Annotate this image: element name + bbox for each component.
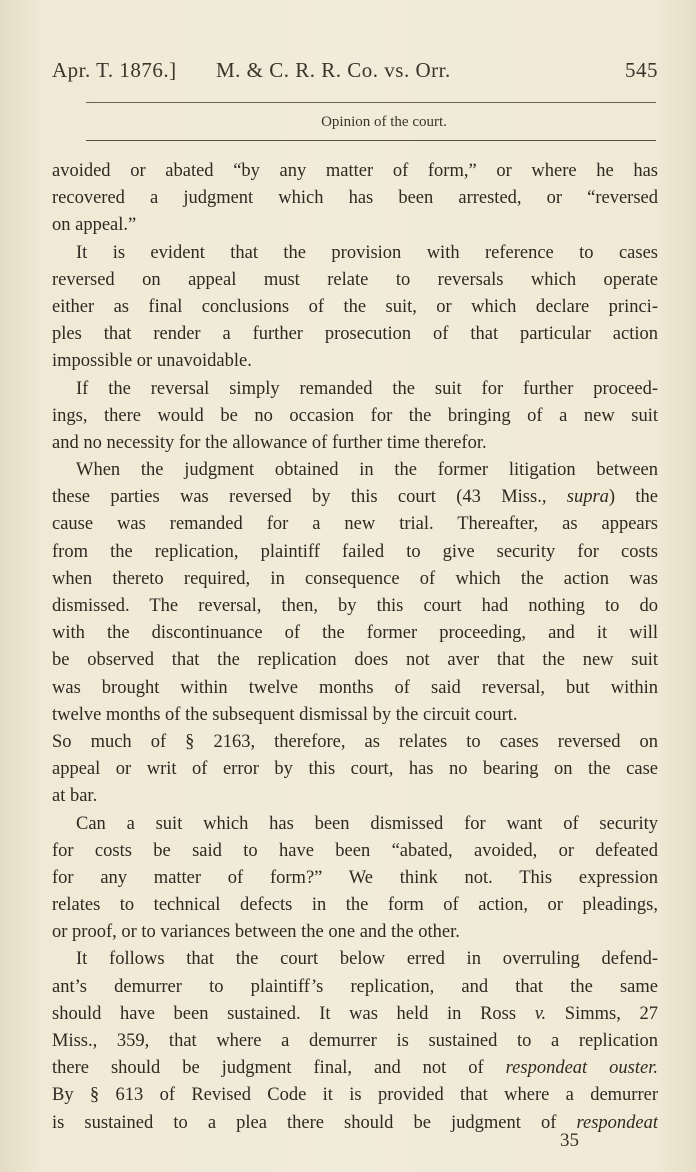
text-run: from the replication, plaintiff failed to give security for costs [52, 541, 658, 562]
text-line [52, 974, 658, 1001]
text-run: for costs be said to have been “abated, avoided, or defeated [52, 840, 658, 861]
text-run: When the judgment obtained in the former litigation between [76, 460, 658, 481]
italic-text: respondeat [576, 1112, 658, 1133]
text-run: It follows that the court below erred in overruling defend- [76, 949, 658, 970]
text-run: avoided or abated “by any matter of form,” or where he has [52, 161, 658, 181]
text-run: appeal or writ of error by this court, has no bearing on the case [52, 759, 658, 780]
text-line [52, 484, 658, 511]
text-line [52, 430, 658, 457]
text-line [52, 212, 658, 239]
page-number: 545 [625, 58, 658, 82]
text-run: ) the [608, 487, 658, 508]
text-run: Miss., 359, that where a demurrer is sustained to a replication [52, 1031, 658, 1051]
text-line [52, 240, 658, 267]
text-run: recovered a judgment which has been arrested, or “reversed [52, 188, 658, 209]
text-run: should have been sustained. It was held in Ross [52, 1003, 535, 1024]
opinion-body-text [52, 158, 658, 1137]
text-line [52, 593, 658, 620]
text-run: So much of § 2163, therefore, as relates to cases reversed on [52, 731, 658, 752]
text-run: or proof, or to variances between the one and the other. [52, 922, 460, 943]
running-head-case-title: M. & C. R. R. Co. vs. Orr. [216, 58, 451, 82]
text-run: when thereto required, in consequence of which the action was [52, 568, 658, 589]
text-line [52, 838, 658, 865]
text-run: be observed that the replication does not aver that the new suit [52, 650, 658, 671]
text-line [52, 267, 658, 294]
text-line [52, 539, 658, 566]
text-line [52, 865, 658, 892]
text-run: impossible or unavoidable. [52, 351, 252, 372]
text-run: By § 613 of Revised Code it is provided that where a demurrer [52, 1085, 658, 1106]
text-line [52, 1055, 658, 1082]
text-line [52, 566, 658, 593]
italic-text: supra [566, 487, 609, 508]
text-line [52, 783, 658, 810]
text-line [52, 1001, 658, 1028]
italic-text: respondeat ouster. [505, 1058, 658, 1079]
text-line [52, 647, 658, 674]
text-line [52, 185, 658, 212]
text-run: twelve months of the subsequent dismissal by the circuit court. [52, 704, 518, 725]
text-run: dismissed. The reversal, then, by this court had nothing to do [52, 596, 658, 616]
italic-text: v. [534, 1003, 547, 1024]
text-run: ings, there would be no occasion for the bringing of a new suit [52, 405, 658, 426]
text-line [52, 376, 658, 403]
text-run: at bar. [52, 786, 98, 807]
text-run: and no necessity for the allowance of further time therefor. [52, 432, 487, 453]
text-run: for any matter of form?” We think not. This expression [52, 867, 658, 888]
text-line [52, 1028, 658, 1055]
text-line [52, 919, 658, 946]
text-run: either as final conclusions of the suit, or which declare princi- [52, 296, 658, 317]
text-run: Simms, 27 [546, 1003, 658, 1024]
text-run: It is evident that the provision with reference to cases [76, 242, 658, 263]
text-line [52, 1082, 658, 1109]
text-line [52, 946, 658, 973]
text-line [52, 457, 658, 484]
text-line [52, 321, 658, 348]
header-rule-top [86, 102, 656, 103]
text-line [52, 702, 658, 729]
text-line [52, 620, 658, 647]
text-run: ples that render a further prosecution of that particular action [52, 324, 658, 345]
text-line [52, 294, 658, 321]
text-line [52, 811, 658, 838]
running-head-term: Apr. T. 1876.] [52, 58, 177, 82]
text-line [52, 158, 658, 185]
text-line [52, 729, 658, 756]
text-run: ant’s demurrer to plaintiff’s replication, and that the same [52, 976, 658, 997]
text-run: If the reversal simply remanded the suit for further proceed- [76, 378, 658, 399]
text-line [52, 348, 658, 375]
text-run: was brought within twelve months of said reversal, but within [52, 677, 658, 698]
text-line [52, 756, 658, 783]
running-head [52, 58, 658, 86]
text-line [52, 675, 658, 702]
text-line [52, 403, 658, 430]
text-run: there should be judgment final, and not of [52, 1058, 506, 1079]
text-line [52, 511, 658, 538]
signature-mark: 35 [560, 1130, 579, 1151]
text-run: reversed on appeal must relate to reversals which operate [52, 269, 658, 290]
text-run: Can a suit which has been dismissed for want of security [76, 813, 658, 834]
text-run: with the discontinuance of the former proceeding, and it will [52, 623, 658, 644]
text-run: on appeal.” [52, 215, 137, 236]
text-run: relates to technical defects in the form of action, or pleadings, [52, 895, 658, 916]
text-run: cause was remanded for a new trial. Thereafter, as appears [52, 514, 658, 535]
text-line [52, 892, 658, 919]
header-rule-bottom [86, 140, 656, 141]
text-run: these parties was reversed by this court (43 Miss., [52, 487, 567, 508]
section-subheading: Opinion of the court. [321, 114, 447, 130]
text-run: is sustained to a plea there should be judgment of [52, 1112, 577, 1133]
